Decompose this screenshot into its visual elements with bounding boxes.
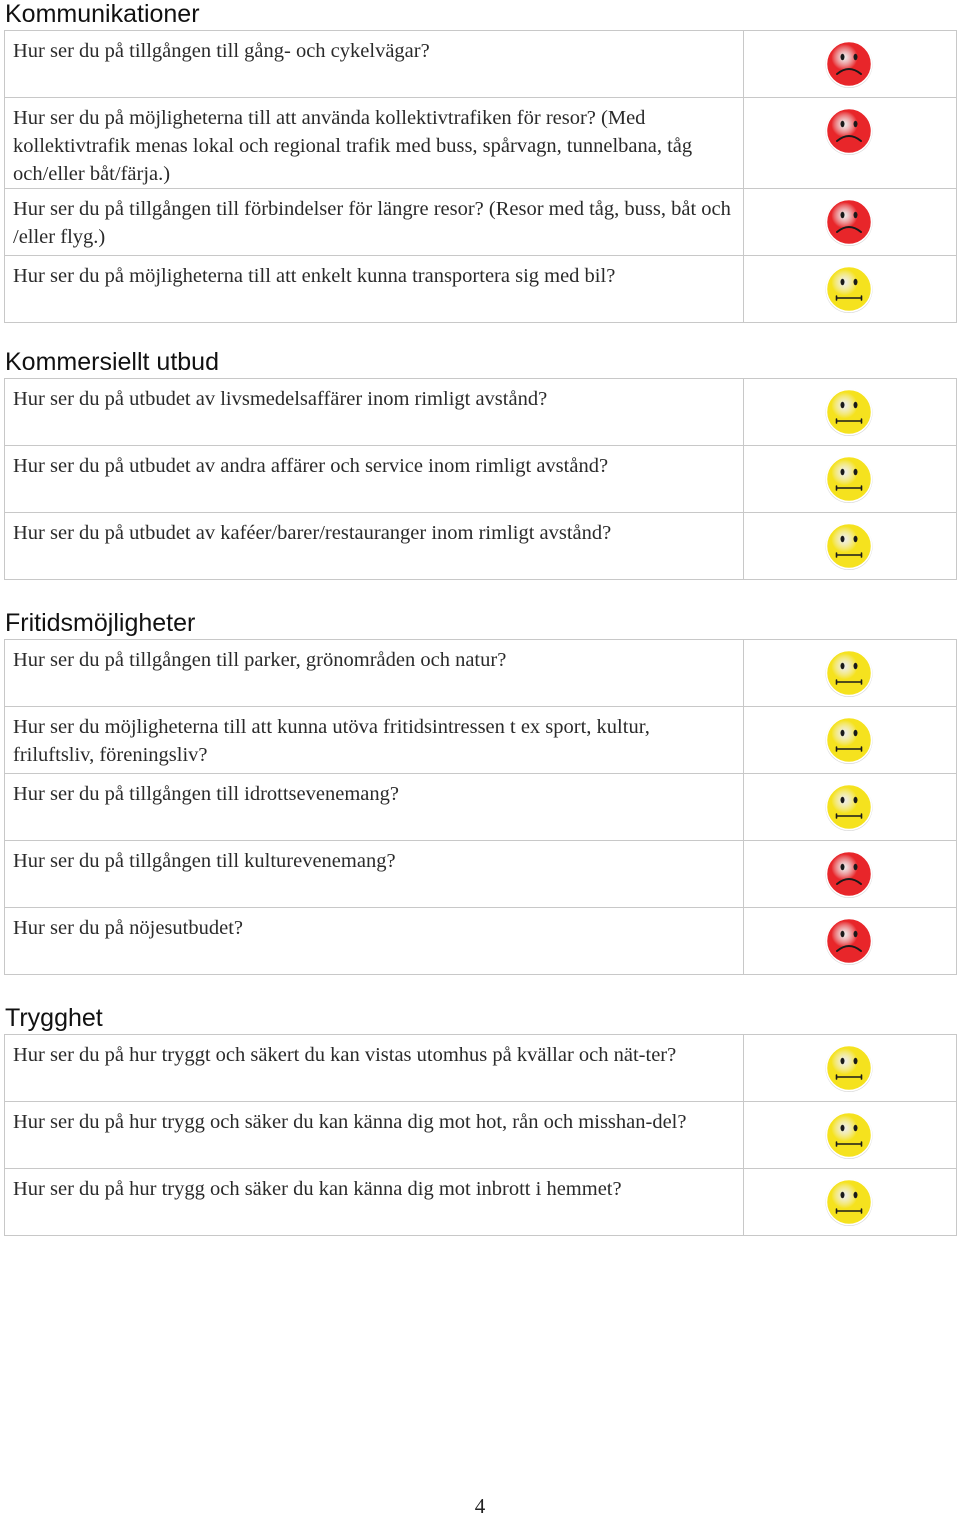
question-text: Hur ser du på möjligheterna till att använda kollektivtrafiken för resor? (Med kollektivtrafik menas lokal och regional trafik med buss, spårvagn, tunnelbana, tåg och/eller båt/färja.) <box>5 98 744 189</box>
table-row <box>5 189 957 256</box>
yellow-neutral-face-icon <box>824 715 874 765</box>
table-row <box>5 379 957 446</box>
yellow-neutral-face-icon <box>824 1110 874 1160</box>
table-row <box>5 908 957 975</box>
yellow-neutral-face-icon <box>824 521 874 571</box>
rating-cell <box>744 841 957 908</box>
section-trygghet <box>4 1004 957 1236</box>
yellow-neutral-face-icon <box>824 782 874 832</box>
rating-cell <box>744 908 957 975</box>
section-title: Kommersiellt utbud <box>5 348 219 376</box>
table-row <box>5 707 957 774</box>
question-table <box>4 30 957 323</box>
question-table <box>4 639 957 975</box>
table-row <box>5 256 957 323</box>
rating-cell <box>744 513 957 580</box>
question-text: Hur ser du på möjligheterna till att enkelt kunna transportera sig med bil? <box>5 256 744 323</box>
question-text: Hur ser du på hur trygg och säker du kan känna dig mot hot, rån och misshan-del? <box>5 1102 744 1169</box>
question-text: Hur ser du på utbudet av andra affärer och service inom rimligt avstånd? <box>5 446 744 513</box>
yellow-neutral-face-icon <box>824 264 874 314</box>
rating-cell <box>744 640 957 707</box>
table-row <box>5 1169 957 1236</box>
rating-cell <box>744 1102 957 1169</box>
section-title: Kommunikationer <box>5 0 200 28</box>
table-row <box>5 31 957 98</box>
red-sad-face-icon <box>824 39 874 89</box>
section-title: Fritidsmöjligheter <box>5 609 196 637</box>
question-text: Hur ser du på utbudet av livsmedelsaffärer inom rimligt avstånd? <box>5 379 744 446</box>
rating-cell <box>744 98 957 189</box>
rating-cell <box>744 707 957 774</box>
question-text: Hur ser du på tillgången till kulturevenemang? <box>5 841 744 908</box>
rating-cell <box>744 1035 957 1102</box>
red-sad-face-icon <box>824 106 874 156</box>
question-text: Hur ser du på hur trygg och säker du kan känna dig mot inbrott i hemmet? <box>5 1169 744 1236</box>
section-kommersiellt-utbud <box>4 348 957 580</box>
yellow-neutral-face-icon <box>824 1043 874 1093</box>
table-row <box>5 1035 957 1102</box>
question-text: Hur ser du på tillgången till idrottsevenemang? <box>5 774 744 841</box>
page-number: 4 <box>474 1494 486 1518</box>
section-fritidsmojligheter <box>4 609 957 975</box>
yellow-neutral-face-icon <box>824 648 874 698</box>
question-text: Hur ser du på utbudet av kaféer/barer/restauranger inom rimligt avstånd? <box>5 513 744 580</box>
table-row <box>5 640 957 707</box>
rating-cell <box>744 446 957 513</box>
question-text: Hur ser du på nöjesutbudet? <box>5 908 744 975</box>
rating-cell <box>744 379 957 446</box>
yellow-neutral-face-icon <box>824 387 874 437</box>
question-table <box>4 378 957 580</box>
question-text: Hur ser du på tillgången till gång- och cykelvägar? <box>5 31 744 98</box>
section-title: Trygghet <box>5 1004 103 1032</box>
question-text: Hur ser du på tillgången till förbindelser för längre resor? (Resor med tåg, buss, båt och /eller flyg.) <box>5 189 744 256</box>
table-row <box>5 446 957 513</box>
section-kommunikationer <box>4 0 957 323</box>
rating-cell <box>744 256 957 323</box>
table-row <box>5 1102 957 1169</box>
question-text: Hur ser du på hur tryggt och säkert du kan vistas utomhus på kvällar och nät-ter? <box>5 1035 744 1102</box>
table-row <box>5 841 957 908</box>
red-sad-face-icon <box>824 849 874 899</box>
question-table <box>4 1034 957 1236</box>
question-text: Hur ser du möjligheterna till att kunna utöva fritidsintressen t ex sport, kultur, friluftsliv, föreningsliv? <box>5 707 744 774</box>
rating-cell <box>744 774 957 841</box>
red-sad-face-icon <box>824 197 874 247</box>
table-row <box>5 774 957 841</box>
rating-cell <box>744 189 957 256</box>
yellow-neutral-face-icon <box>824 1177 874 1227</box>
table-row <box>5 98 957 189</box>
red-sad-face-icon <box>824 916 874 966</box>
rating-cell <box>744 1169 957 1236</box>
yellow-neutral-face-icon <box>824 454 874 504</box>
rating-cell <box>744 31 957 98</box>
table-row <box>5 513 957 580</box>
question-text: Hur ser du på tillgången till parker, grönområden och natur? <box>5 640 744 707</box>
